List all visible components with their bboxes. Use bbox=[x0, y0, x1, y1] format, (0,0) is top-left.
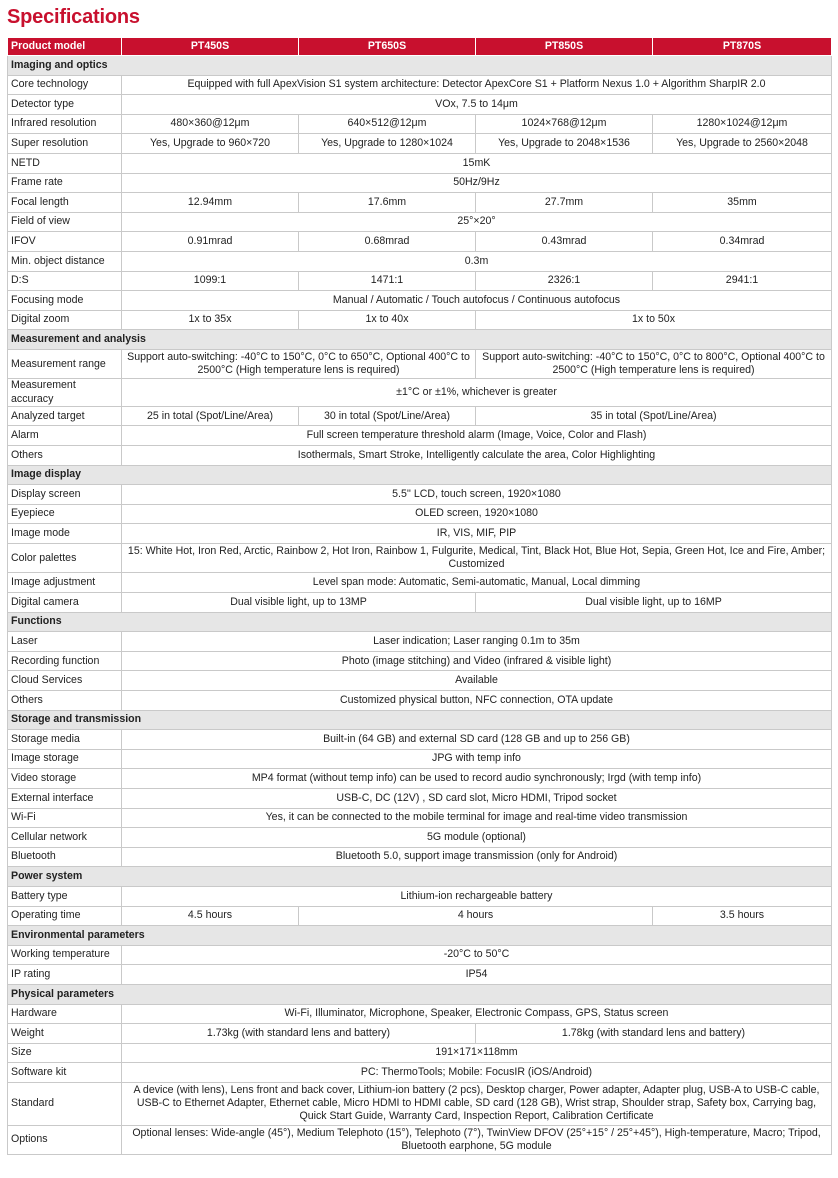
table-row bbox=[8, 651, 832, 671]
table-row bbox=[8, 691, 832, 711]
row-value: PC: ThermoTools; Mobile: FocusIR (iOS/Android) bbox=[122, 1063, 832, 1083]
row-label: Digital zoom bbox=[8, 310, 122, 330]
row-label: Display screen bbox=[8, 485, 122, 505]
section-title: Storage and transmission bbox=[8, 710, 832, 730]
table-row bbox=[8, 730, 832, 750]
header-pt650s: PT650S bbox=[299, 38, 476, 56]
header-pt850s: PT850S bbox=[476, 38, 653, 56]
row-value: Yes, it can be connected to the mobile terminal for image and real-time video transmission bbox=[122, 808, 832, 828]
row-label: Eyepiece bbox=[8, 504, 122, 524]
row-value: Equipped with full ApexVision S1 system architecture: Detector ApexCore S1 + Platform Nexus 1.0 + Algorithm SharpIR 2.0 bbox=[122, 75, 832, 95]
section-title: Imaging and optics bbox=[8, 56, 832, 76]
row-value: Yes, Upgrade to 2048×1536 bbox=[476, 134, 653, 154]
table-row bbox=[8, 789, 832, 809]
row-value: 480×360@12μm bbox=[122, 114, 299, 134]
row-label: Frame rate bbox=[8, 173, 122, 193]
row-value: 0.43mrad bbox=[476, 232, 653, 252]
row-value: Photo (image stitching) and Video (infrared & visible light) bbox=[122, 651, 832, 671]
row-value: Level span mode: Automatic, Semi-automatic, Manual, Local dimming bbox=[122, 573, 832, 593]
row-label: Video storage bbox=[8, 769, 122, 789]
table-row bbox=[8, 847, 832, 867]
table-row bbox=[8, 426, 832, 446]
table-row bbox=[8, 134, 832, 154]
table-row bbox=[8, 749, 832, 769]
row-value: Manual / Automatic / Touch autofocus / Continuous autofocus bbox=[122, 291, 832, 311]
table-row bbox=[8, 153, 832, 173]
table-row bbox=[8, 310, 832, 330]
row-value: 5G module (optional) bbox=[122, 828, 832, 848]
table-row bbox=[8, 446, 832, 466]
table-row bbox=[8, 573, 832, 593]
table-row bbox=[8, 251, 832, 271]
row-value: Support auto-switching: -40°C to 150°C, 0°C to 800°C, Optional 400°C to 2500°C (High temperature lens is required) bbox=[476, 349, 832, 378]
table-row bbox=[8, 349, 832, 378]
row-value: 27.7mm bbox=[476, 193, 653, 213]
row-value: Dual visible light, up to 13MP bbox=[122, 593, 476, 613]
section-title: Functions bbox=[8, 612, 832, 632]
table-row bbox=[8, 232, 832, 252]
row-value: 12.94mm bbox=[122, 193, 299, 213]
row-value: 0.91mrad bbox=[122, 232, 299, 252]
row-label: Hardware bbox=[8, 1004, 122, 1024]
table-row bbox=[8, 291, 832, 311]
row-value: Isothermals, Smart Stroke, Intelligently calculate the area, Color Highlighting bbox=[122, 446, 832, 466]
row-label: Bluetooth bbox=[8, 847, 122, 867]
table-row bbox=[8, 504, 832, 524]
row-label: Laser bbox=[8, 632, 122, 652]
row-value: Support auto-switching: -40°C to 150°C, 0°C to 650°C, Optional 400°C to 2500°C (High temperature lens is required) bbox=[122, 349, 476, 378]
row-value: 1.73kg (with standard lens and battery) bbox=[122, 1024, 476, 1044]
row-value: 640×512@12μm bbox=[299, 114, 476, 134]
table-row bbox=[8, 271, 832, 291]
row-label: Focal length bbox=[8, 193, 122, 213]
row-label: Working temperature bbox=[8, 945, 122, 965]
row-value: 0.68mrad bbox=[299, 232, 476, 252]
row-value: 35 in total (Spot/Line/Area) bbox=[476, 406, 832, 426]
table-row bbox=[8, 632, 832, 652]
row-value: 1280×1024@12μm bbox=[653, 114, 832, 134]
section-header-row bbox=[8, 867, 832, 887]
row-value: 17.6mm bbox=[299, 193, 476, 213]
row-label: Image mode bbox=[8, 524, 122, 544]
row-value: 2326:1 bbox=[476, 271, 653, 291]
row-label: External interface bbox=[8, 789, 122, 809]
row-value: 30 in total (Spot/Line/Area) bbox=[299, 406, 476, 426]
row-label: Analyzed target bbox=[8, 406, 122, 426]
table-row bbox=[8, 1024, 832, 1044]
section-title: Image display bbox=[8, 465, 832, 485]
row-value: 1x to 35x bbox=[122, 310, 299, 330]
row-value: VOx, 7.5 to 14μm bbox=[122, 95, 832, 115]
table-row bbox=[8, 95, 832, 115]
section-header-row bbox=[8, 465, 832, 485]
table-row bbox=[8, 114, 832, 134]
section-header-row bbox=[8, 330, 832, 350]
row-label: Others bbox=[8, 691, 122, 711]
section-header-row bbox=[8, 926, 832, 946]
table-row bbox=[8, 193, 832, 213]
row-label: Wi-Fi bbox=[8, 808, 122, 828]
section-header-row bbox=[8, 710, 832, 730]
row-value: USB-C, DC (12V) , SD card slot, Micro HDMI, Tripod socket bbox=[122, 789, 832, 809]
row-value: MP4 format (without temp info) can be used to record audio synchronously; Irgd (with temp info) bbox=[122, 769, 832, 789]
section-title: Environmental parameters bbox=[8, 926, 832, 946]
row-label: Core technology bbox=[8, 75, 122, 95]
row-label: Operating time bbox=[8, 906, 122, 926]
table-row bbox=[8, 75, 832, 95]
header-product-model: Product model bbox=[8, 38, 122, 56]
row-label: Focusing mode bbox=[8, 291, 122, 311]
table-row bbox=[8, 379, 832, 406]
row-value: 15mK bbox=[122, 153, 832, 173]
row-value: 15: White Hot, Iron Red, Arctic, Rainbow 2, Hot Iron, Rainbow 1, Fulgurite, Medical, Tint, Black Hot, Blue Hot, Sepia, Green Hot, Ice and Fire, Amber; Customized bbox=[122, 544, 832, 573]
row-label: Size bbox=[8, 1043, 122, 1063]
row-label: Alarm bbox=[8, 426, 122, 446]
table-row bbox=[8, 808, 832, 828]
row-value: OLED screen, 1920×1080 bbox=[122, 504, 832, 524]
row-value: Laser indication; Laser ranging 0.1m to 35m bbox=[122, 632, 832, 652]
row-label: IFOV bbox=[8, 232, 122, 252]
table-row bbox=[8, 544, 832, 573]
table-row bbox=[8, 593, 832, 613]
row-value: 0.3m bbox=[122, 251, 832, 271]
row-value: Available bbox=[122, 671, 832, 691]
row-value: 1471:1 bbox=[299, 271, 476, 291]
page-title: Specifications bbox=[7, 6, 140, 28]
row-value: 1.78kg (with standard lens and battery) bbox=[476, 1024, 832, 1044]
row-value: ±1°C or ±1%, whichever is greater bbox=[122, 379, 832, 406]
row-label: Battery type bbox=[8, 886, 122, 906]
row-value: JPG with temp info bbox=[122, 749, 832, 769]
section-header-row bbox=[8, 56, 832, 76]
section-title: Physical parameters bbox=[8, 984, 832, 1004]
row-label: Standard bbox=[8, 1082, 122, 1125]
row-value: Built-in (64 GB) and external SD card (128 GB and up to 256 GB) bbox=[122, 730, 832, 750]
table-header-row bbox=[8, 38, 832, 56]
row-value: Yes, Upgrade to 2560×2048 bbox=[653, 134, 832, 154]
row-label: Others bbox=[8, 446, 122, 466]
row-value: 25°×20° bbox=[122, 212, 832, 232]
header-pt870s: PT870S bbox=[653, 38, 832, 56]
section-title: Measurement and analysis bbox=[8, 330, 832, 350]
row-value: Optional lenses: Wide-angle (45°), Medium Telephoto (15°), Telephoto (7°), TwinView DFOV (25°+15° / 25°+45°), High-temperature, Macro; Tripod, Bluetooth earphone, 5G module bbox=[122, 1125, 832, 1154]
row-value: 0.34mrad bbox=[653, 232, 832, 252]
row-label: Detector type bbox=[8, 95, 122, 115]
table-row bbox=[8, 1063, 832, 1083]
row-label: Weight bbox=[8, 1024, 122, 1044]
table-row bbox=[8, 212, 832, 232]
row-value: 4 hours bbox=[299, 906, 653, 926]
row-value: Yes, Upgrade to 1280×1024 bbox=[299, 134, 476, 154]
row-label: IP rating bbox=[8, 965, 122, 985]
row-label: Infrared resolution bbox=[8, 114, 122, 134]
row-value: -20°C to 50°C bbox=[122, 945, 832, 965]
row-label: Measurement accuracy bbox=[8, 379, 122, 406]
row-label: Image adjustment bbox=[8, 573, 122, 593]
row-label: Field of view bbox=[8, 212, 122, 232]
table-row bbox=[8, 671, 832, 691]
table-row bbox=[8, 1043, 832, 1063]
row-label: Options bbox=[8, 1125, 122, 1154]
table-row bbox=[8, 406, 832, 426]
row-value: Bluetooth 5.0, support image transmission (only for Android) bbox=[122, 847, 832, 867]
row-label: NETD bbox=[8, 153, 122, 173]
row-value: Customized physical button, NFC connection, OTA update bbox=[122, 691, 832, 711]
row-value: 25 in total (Spot/Line/Area) bbox=[122, 406, 299, 426]
row-value: 5.5'' LCD, touch screen, 1920×1080 bbox=[122, 485, 832, 505]
row-label: Min. object distance bbox=[8, 251, 122, 271]
row-label: Super resolution bbox=[8, 134, 122, 154]
row-label: Software kit bbox=[8, 1063, 122, 1083]
row-value: A device (with lens), Lens front and back cover, Lithium-ion battery (2 pcs), Desktop charger, Power adapter, Adapter plug, USB-A to USB-C cable, USB-C to Ethernet Adapter, Ethernet cable, Micro HDMI to HDMI cable, SD card (128 GB), Wrist strap, Shoulder strap, Safety box, Carrying bag, Quick Start Guide, Warranty Card, Inspection Report, Calibration Certificate bbox=[122, 1082, 832, 1125]
table-row bbox=[8, 1082, 832, 1125]
row-value: 1024×768@12μm bbox=[476, 114, 653, 134]
section-header-row bbox=[8, 612, 832, 632]
table-row bbox=[8, 173, 832, 193]
row-value: IR, VIS, MIF, PIP bbox=[122, 524, 832, 544]
row-value: Dual visible light, up to 16MP bbox=[476, 593, 832, 613]
table-row bbox=[8, 1125, 832, 1154]
row-value: 2941:1 bbox=[653, 271, 832, 291]
table-row bbox=[8, 886, 832, 906]
row-value: 1x to 50x bbox=[476, 310, 832, 330]
spec-table bbox=[7, 37, 832, 1155]
row-value: 4.5 hours bbox=[122, 906, 299, 926]
row-label: Cellular network bbox=[8, 828, 122, 848]
row-value: Yes, Upgrade to 960×720 bbox=[122, 134, 299, 154]
header-pt450s: PT450S bbox=[122, 38, 299, 56]
table-row bbox=[8, 828, 832, 848]
spec-table-body bbox=[8, 56, 832, 1155]
table-row bbox=[8, 769, 832, 789]
row-label: Image storage bbox=[8, 749, 122, 769]
row-label: Color palettes bbox=[8, 544, 122, 573]
row-label: D:S bbox=[8, 271, 122, 291]
row-label: Measurement range bbox=[8, 349, 122, 378]
row-value: IP54 bbox=[122, 965, 832, 985]
row-label: Storage media bbox=[8, 730, 122, 750]
table-row bbox=[8, 524, 832, 544]
section-header-row bbox=[8, 984, 832, 1004]
row-value: 35mm bbox=[653, 193, 832, 213]
table-row bbox=[8, 945, 832, 965]
row-value: 191×171×118mm bbox=[122, 1043, 832, 1063]
section-title: Power system bbox=[8, 867, 832, 887]
table-row bbox=[8, 906, 832, 926]
table-row bbox=[8, 965, 832, 985]
row-value: 1099:1 bbox=[122, 271, 299, 291]
row-value: Full screen temperature threshold alarm (Image, Voice, Color and Flash) bbox=[122, 426, 832, 446]
row-value: 3.5 hours bbox=[653, 906, 832, 926]
row-label: Digital camera bbox=[8, 593, 122, 613]
table-row bbox=[8, 1004, 832, 1024]
table-row bbox=[8, 485, 832, 505]
row-value: Lithium-ion rechargeable battery bbox=[122, 886, 832, 906]
row-label: Cloud Services bbox=[8, 671, 122, 691]
row-label: Recording function bbox=[8, 651, 122, 671]
row-value: 1x to 40x bbox=[299, 310, 476, 330]
row-value: 50Hz/9Hz bbox=[122, 173, 832, 193]
row-value: Wi-Fi, Illuminator, Microphone, Speaker, Electronic Compass, GPS, Status screen bbox=[122, 1004, 832, 1024]
